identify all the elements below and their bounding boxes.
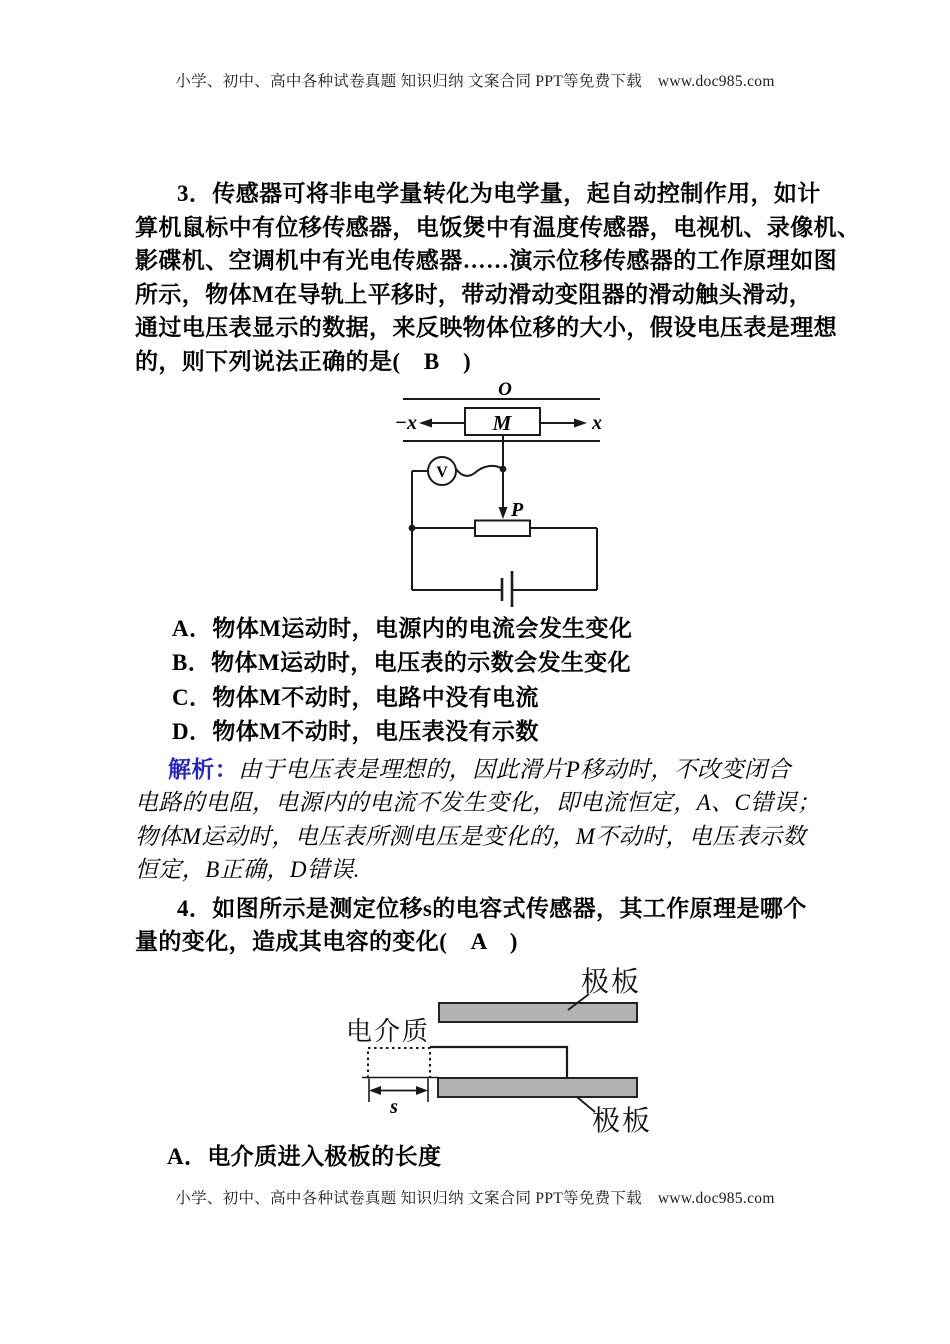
right-arrowhead bbox=[574, 419, 587, 428]
arrowhead-left bbox=[369, 1086, 381, 1095]
voltmeter-label: V bbox=[436, 464, 448, 481]
left-arrowhead bbox=[419, 419, 432, 428]
question-3-line-5: 通过电压表显示的数据，来反映物体位移的大小，假设电压表是理想 bbox=[135, 315, 837, 340]
analysis-label: 解析： bbox=[168, 757, 239, 782]
squiggle-wire bbox=[456, 466, 501, 476]
analysis-line-1 bbox=[135, 753, 820, 786]
option-c: C．物体M不动时，电路中没有电流 bbox=[172, 684, 539, 710]
question-3-line-4: 所示，物体M在导轨上平移时，带动滑动变阻器的滑动触头滑动， bbox=[135, 281, 813, 307]
plate-top bbox=[439, 1003, 637, 1022]
question-3 bbox=[135, 177, 860, 378]
question-4-option-a: A．电介质进入极板的长度 bbox=[167, 1144, 442, 1169]
mass-label: M bbox=[492, 411, 512, 435]
question-4-line-2: 量的变化，造成其电容的变化( A ) bbox=[135, 929, 518, 955]
question-3-line-6: 的，则下列说法正确的是( B ) bbox=[135, 348, 472, 374]
question-4-line-1: 4．如图所示是测定位移s的电容式传感器，其工作原理是哪个 bbox=[177, 896, 807, 921]
plate-top-label: 极板 bbox=[581, 967, 642, 998]
resistor bbox=[475, 521, 530, 537]
circuit-diagram bbox=[355, 378, 625, 618]
capacitor-diagram bbox=[340, 960, 670, 1145]
option-d: D．物体M不动时，电压表没有示数 bbox=[172, 718, 539, 744]
analysis-line-3: 物体M运动时，电压表所测电压是变化的，M不动时，电压表示数 bbox=[135, 823, 806, 849]
junction-dot-top bbox=[500, 466, 507, 473]
arrowhead-right bbox=[416, 1086, 428, 1095]
option-b: B．物体M运动时，电压表的示数会发生变化 bbox=[172, 650, 632, 676]
slider-arrowhead bbox=[499, 507, 508, 519]
analysis-line-4: 恒定，B正确，D错误. bbox=[135, 857, 360, 883]
analysis-line-2: 电路的电阻，电源内的电流不发生变化，即电流恒定，A、C错误； bbox=[135, 790, 821, 816]
origin-label: O bbox=[498, 379, 512, 400]
option-a: A．物体M运动时，电源内的电流会发生变化 bbox=[172, 616, 633, 641]
slider-label: P bbox=[511, 499, 524, 521]
analysis-text-1: 由于电压表是理想的，因此滑片P移动时，不改变闭合 bbox=[238, 757, 791, 782]
plate-bottom-label: 极板 bbox=[592, 1106, 653, 1137]
question-3-line-3: 影碟机、空调机中有光电传感器……演示位移传感器的工作原理如图 bbox=[135, 248, 837, 273]
axis-pos-label: x bbox=[592, 412, 602, 434]
footer-text: 小学、初中、高中各种试卷真题 知识归纳 文案合同 PPT等免费下载 www.doc985.com bbox=[175, 1190, 775, 1207]
dielectric-ghost-outline bbox=[368, 1048, 430, 1078]
displacement-label: s bbox=[390, 1096, 398, 1118]
question-4 bbox=[135, 892, 807, 958]
junction-dot-left bbox=[409, 525, 416, 532]
plate-bottom bbox=[438, 1078, 637, 1097]
question-3-options bbox=[172, 612, 632, 749]
question-3-line-2: 算机鼠标中有位移传感器，电饭煲中有温度传感器，电视机、录像机、 bbox=[135, 214, 861, 240]
dielectric-outline bbox=[430, 1047, 567, 1077]
analysis-3 bbox=[135, 753, 820, 887]
question-3-line-1: 3．传感器可将非电学量转化为电学量，起自动控制作用，如计 bbox=[177, 181, 821, 206]
axis-neg-label: −x bbox=[394, 412, 417, 434]
dielectric-label: 电介质 bbox=[346, 1017, 431, 1046]
header-text: 小学、初中、高中各种试卷真题 知识归纳 文案合同 PPT等免费下载 www.doc985.com bbox=[175, 73, 775, 90]
